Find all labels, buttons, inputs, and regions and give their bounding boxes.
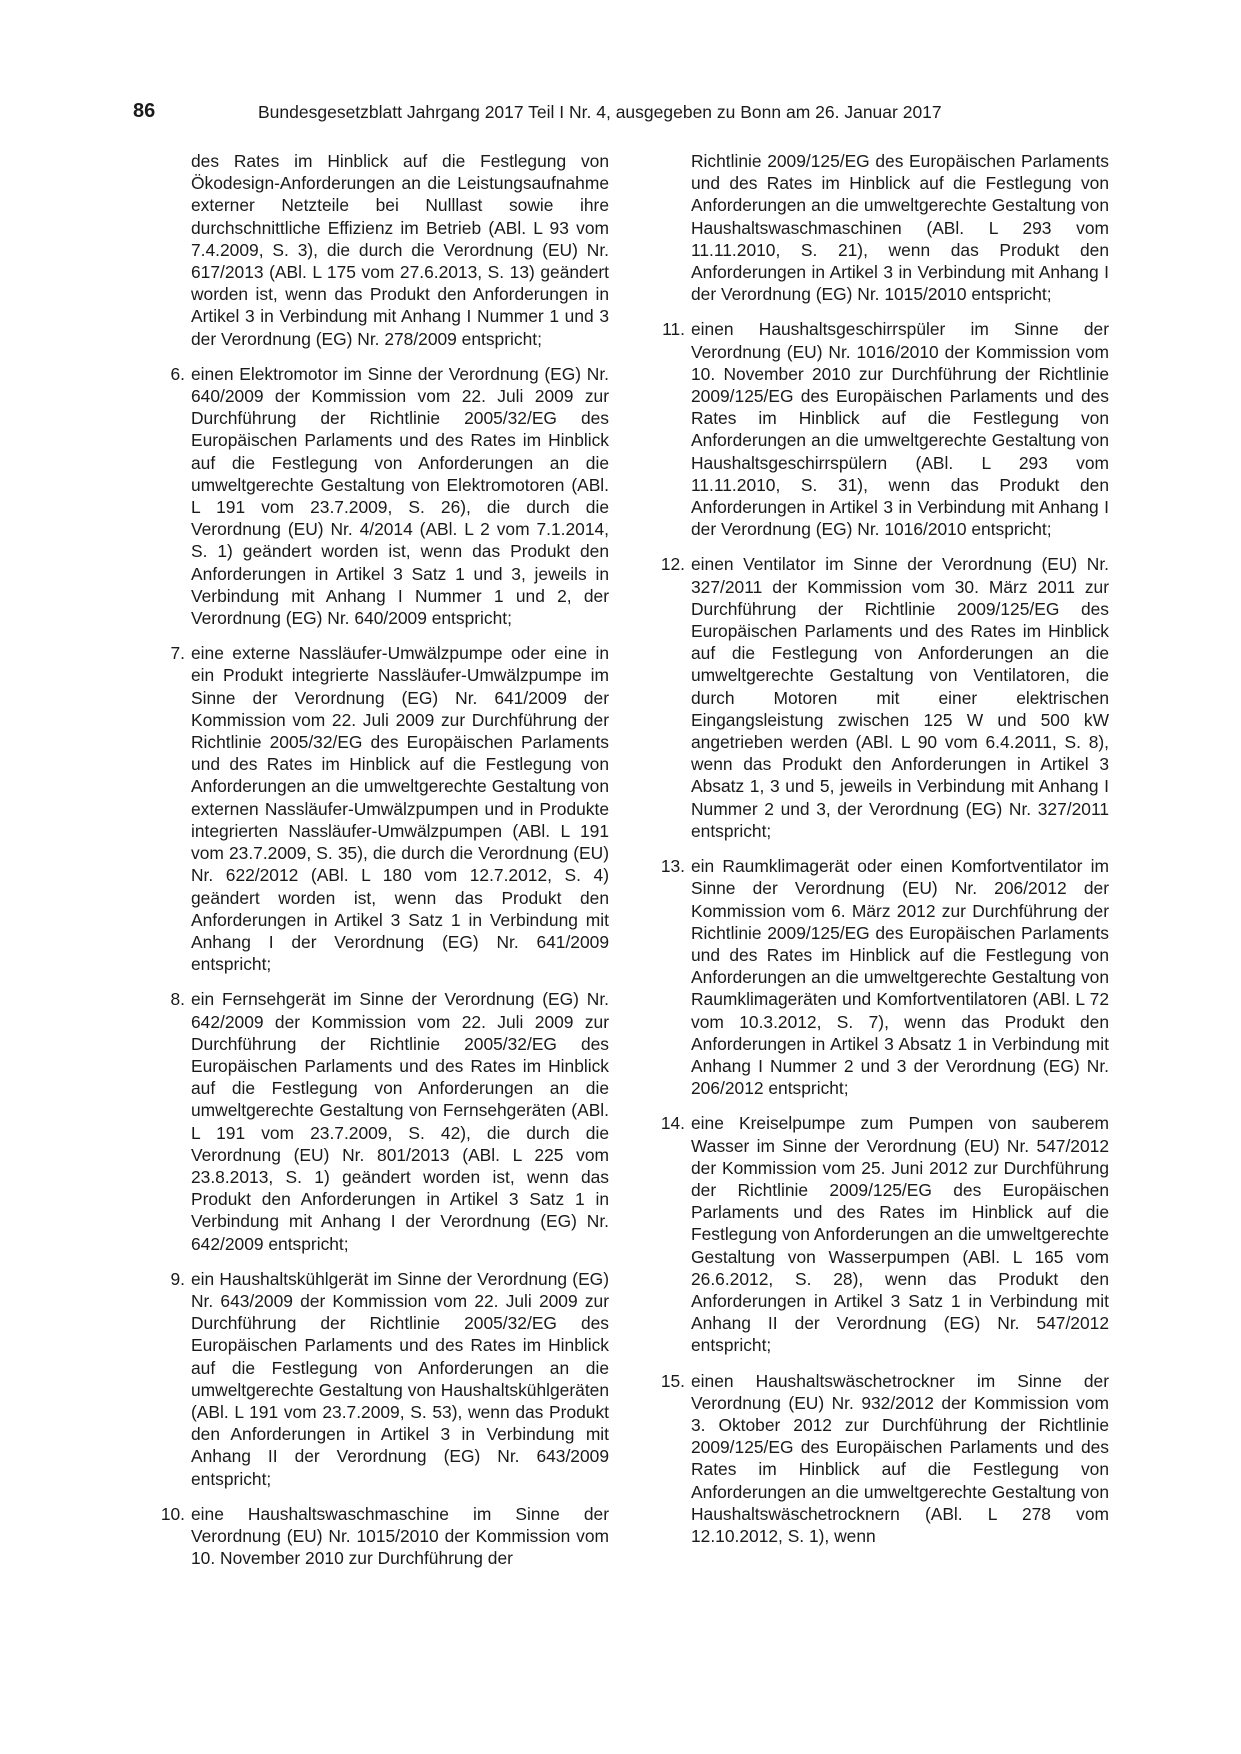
running-head: Bundesgesetzblatt Jahrgang 2017 Teil I Nr. 4, ausgegeben zu Bonn am 26. Januar 2017 — [258, 102, 942, 122]
continuation-paragraph: Richtlinie 2009/125/EG des Europäischen Parlaments und des Rates im Hinblick auf die Festlegung von Anforderungen an die umweltgerechte Gestaltung von Haushaltswaschmaschinen (ABl. L 293 vom 11.11.2010, S. 21), wenn das Produkt den Anforderungen in Artikel 3 in Verbindung mit Anhang I der Verordnung (EG) Nr. 1015/2010 entspricht; — [691, 151, 1109, 305]
item-number: 15. — [660, 1370, 685, 1391]
item-number: 13. — [660, 856, 685, 877]
item-number: 14. — [660, 1113, 685, 1134]
item-text: ein Haushaltskühlgerät im Sinne der Verordnung (EG) Nr. 643/2009 der Kommission vom 22. Juli 2009 zur Durchführung der Richtlinie 2005/32/EG des Europäischen Parlaments und des Rates im Hinblick auf die Festlegung von Anforderungen an die umweltgerechte Gestaltung von Haushaltskühlgeräten (ABl. L 191 vom 23.7.2009, S. 53), wenn das Produkt den Anforderungen in Artikel 3 in Verbindung mit Anhang II der Verordnung (EG) Nr. 643/2009 entspricht; — [191, 1268, 609, 1489]
item-text: eine Haushaltswaschmaschine im Sinne der Verordnung (EU) Nr. 1015/2010 der Kommission vom 10. November 2010 zur Durchführung der — [191, 1503, 609, 1569]
item-text: ein Raumklimagerät oder einen Komfortventilator im Sinne der Verordnung (EU) Nr. 206/2012 der Kommission vom 6. März 2012 zur Durchführung der Richtlinie 2009/125/EG des Europäischen Parlaments und des Rates im Hinblick auf die Festlegung von Anforderungen an die umweltgerechte Gestaltung von Raumklimageräten und Komfortventilatoren (ABl. L 72 vom 10.3.2012, S. 7), wenn das Produkt den Anforderungen in Artikel 3 Absatz 1 in Verbindung mit Anhang I Nummer 2 und 3 der Verordnung (EG) Nr. 206/2012 entspricht; — [691, 856, 1109, 1099]
list-item-8 — [155, 988, 609, 1254]
list-item-13 — [655, 855, 1109, 1099]
item-number: 6. — [170, 363, 185, 384]
item-text: eine Kreiselpumpe zum Pumpen von sauberem Wasser im Sinne der Verordnung (EU) Nr. 547/2012 der Kommission vom 25. Juni 2012 zur Durchführung der Richtlinie 2009/125/EG des Europäischen Parlaments und des Rates im Hinblick auf die Festlegung von Anforderungen an die umweltgerechte Gestaltung von Wasserpumpen (ABl. L 165 vom 26.6.2012, S. 28), wenn das Produkt den Anforderungen in Artikel 3 Satz 1 in Verbindung mit Anhang II der Verordnung (EG) Nr. 547/2012 entspricht; — [691, 1113, 1109, 1356]
item-number: 9. — [170, 1268, 185, 1289]
list-item-7 — [155, 642, 609, 975]
list-item-12 — [655, 553, 1109, 842]
item-text: ein Fernsehgerät im Sinne der Verordnung (EG) Nr. 642/2009 der Kommission vom 22. Juli 2009 zur Durchführung der Richtlinie 2005/32/EG des Europäischen Parlaments und des Rates im Hinblick auf die Festlegung von Anforderungen an die umweltgerechte Gestaltung von Fernsehgeräten (ABl. L 191 vom 23.7.2009, S. 42), die durch die Verordnung (EU) Nr. 801/2013 (ABl. L 225 vom 23.8.2013, S. 1) geändert worden ist, wenn das Produkt den Anforderungen in Artikel 3 Satz 1 in Verbindung mit Anhang I der Verordnung (EG) Nr. 642/2009 entspricht; — [191, 989, 609, 1254]
list-item-14 — [655, 1112, 1109, 1356]
item-number: 7. — [170, 643, 185, 664]
item-number: 10. — [160, 1503, 185, 1524]
item-text: einen Elektromotor im Sinne der Verordnung (EG) Nr. 640/2009 der Kommission vom 22. Juli 2009 zur Durchführung der Richtlinie 2005/32/EG des Europäischen Parlaments und des Rates im Hinblick auf die Festlegung von Anforderungen an die umweltgerechte Gestaltung von Elektromotoren (ABl. L 191 vom 23.7.2009, S. 26), die durch die Verordnung (EU) Nr. 4/2014 (ABl. L 2 vom 7.1.2014, S. 1) geändert worden ist, wenn das Produkt den Anforderungen in Artikel 3 Satz 1 und 3, jeweils in Verbindung mit Anhang I Nummer 1 und 2, der Verordnung (EG) Nr. 640/2009 entspricht; — [191, 363, 609, 629]
continuation-paragraph: des Rates im Hinblick auf die Festlegung von Ökodesign-Anforderungen an die Leistungsaufnahme externer Netzteile bei Nulllast sowie ihre durchschnittliche Effizienz im Betrieb (ABl. L 93 vom 7.4.2009, S. 3), die durch die Verordnung (EU) Nr. 617/2013 (ABl. L 175 vom 27.6.2013, S. 13) geändert worden ist, wenn das Produkt den Anforderungen in Artikel 3 in Verbindung mit Anhang I Nummer 1 und 3 der Verordnung (EG) Nr. 278/2009 entspricht; — [191, 151, 609, 349]
list-item-9 — [155, 1268, 609, 1490]
item-text: einen Ventilator im Sinne der Verordnung (EU) Nr. 327/2011 der Kommission vom 30. März 2011 zur Durchführung der Richtlinie 2009/125/EG des Europäischen Parlaments und des Rates im Hinblick auf die Festlegung von Anforderungen an die umweltgerechte Gestaltung von Ventilatoren, die durch Motoren mit einer elektrischen Eingangsleistung zwischen 125 W und 500 kW angetrieben werden (ABl. L 90 vom 6.4.2011, S. 8), wenn das Produkt den Anforderungen in Artikel 3 Absatz 1, 3 und 5, jeweils in Verbindung mit Anhang I Nummer 2 und 3, der Verordnung (EG) Nr. 327/2011 entspricht; — [691, 554, 1109, 841]
item-text: einen Haushaltswäschetrockner im Sinne der Verordnung (EU) Nr. 932/2012 der Kommission vom 3. Oktober 2012 zur Durchführung der Richtlinie 2009/125/EG des Europäischen Parlaments und des Rates im Hinblick auf die Festlegung von Anforderungen an die umweltgerechte Gestaltung von Haushaltswäschetrocknern (ABl. L 278 vom 12.10.2012, S. 1), wenn — [691, 1370, 1109, 1546]
list-item-11 — [655, 318, 1109, 540]
list-item-10 — [155, 1503, 609, 1570]
list-item-6 — [155, 363, 609, 629]
item-number: 8. — [170, 989, 185, 1010]
right-column — [655, 150, 1109, 1560]
item-text: eine externe Nassläufer-Umwälzpumpe oder eine in ein Produkt integrierte Nassläufer-Umwälzpumpe im Sinne der Verordnung (EG) Nr. 641/2009 der Kommission vom 22. Juli 2009 zur Durchführung der Richtlinie 2005/32/EG des Europäischen Parlaments und des Rates im Hinblick auf die Festlegung von Anforderungen an die umweltgerechte Gestaltung von externen Nassläufer-Umwälzpumpen und in Produkte integrierten Nassläufer-Umwälzpumpen (ABl. L 191 vom 23.7.2009, S. 35), die durch die Verordnung (EU) Nr. 622/2012 (ABl. L 180 vom 12.7.2012, S. 4) geändert worden ist, wenn das Produkt den Anforderungen in Artikel 3 Satz 1 in Verbindung mit Anhang I der Verordnung (EG) Nr. 641/2009 entspricht; — [191, 643, 609, 975]
list-item-15 — [655, 1370, 1109, 1548]
item-number: 11. — [662, 319, 685, 340]
left-column — [155, 150, 609, 1582]
item-text: einen Haushaltsgeschirrspüler im Sinne der Verordnung (EU) Nr. 1016/2010 der Kommission vom 10. November 2010 zur Durchführung der Richtlinie 2009/125/EG des Europäischen Parlaments und des Rates im Hinblick auf die Festlegung von Anforderungen an die umweltgerechte Gestaltung von Haushaltsgeschirrspülern (ABl. L 293 vom 11.11.2010, S. 31), wenn das Produkt den Anforderungen in Artikel 3 in Verbindung mit Anhang I der Verordnung (EG) Nr. 1016/2010 entspricht; — [691, 319, 1109, 540]
page-number: 86 — [133, 100, 156, 122]
item-number: 12. — [660, 554, 685, 575]
